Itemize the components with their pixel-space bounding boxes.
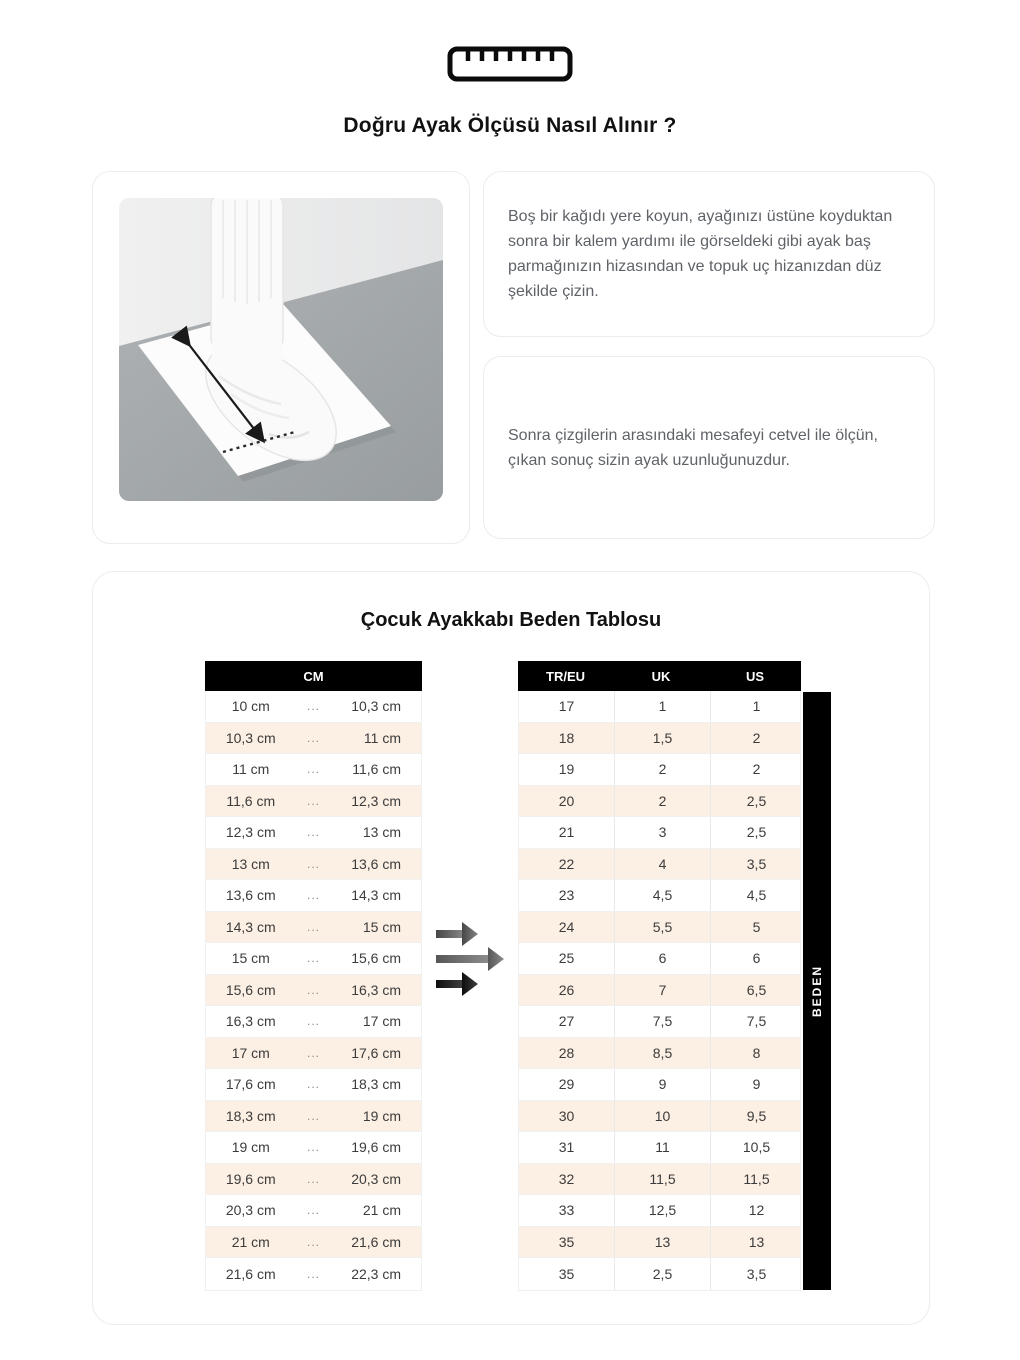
us-cell: 10,5 (710, 1132, 802, 1163)
cm-min-cell: 10 cm (231, 698, 270, 715)
cm-row (206, 1195, 421, 1227)
cm-max-cell: 22,3 cm (351, 1265, 401, 1282)
us-cell: 5 (710, 912, 802, 943)
uk-cell: 11,5 (614, 1164, 710, 1195)
size-row (519, 1195, 800, 1227)
uk-cell: 7,5 (614, 1006, 710, 1037)
cm-min-cell: 18,3 cm (225, 1107, 276, 1124)
cm-max-cell: 11,6 cm (352, 761, 401, 778)
size-table-body (518, 691, 801, 1291)
cm-max-cell: 13 cm (362, 824, 401, 841)
size-row (519, 1006, 800, 1038)
instruction-cards (483, 171, 935, 544)
us-cell: 9 (710, 1069, 802, 1100)
cm-row (206, 1101, 421, 1133)
tr-eu-cell: 29 (558, 1076, 575, 1093)
size-row (519, 880, 800, 912)
size-row (519, 691, 800, 723)
us-cell: 12 (710, 1195, 802, 1226)
uk-cell: 4 (614, 849, 710, 880)
size-row (519, 1101, 800, 1133)
uk-cell: 12,5 (614, 1195, 710, 1226)
uk-cell: 2 (614, 754, 710, 785)
us-header: US (745, 668, 765, 684)
cm-row (206, 817, 421, 849)
uk-header: UK (651, 668, 671, 684)
cm-min-cell: 13,6 cm (225, 887, 276, 904)
uk-cell: 8,5 (614, 1038, 710, 1069)
size-columns-header (518, 661, 801, 691)
howto-section (92, 171, 935, 544)
cm-dots: ... (306, 699, 320, 714)
tr-eu-cell: 19 (558, 761, 575, 778)
us-cell: 2,5 (710, 786, 802, 817)
size-chart-card (92, 571, 930, 1325)
size-row (519, 786, 800, 818)
cm-dots: ... (306, 1014, 320, 1029)
cm-row (206, 691, 421, 723)
size-row (519, 1258, 800, 1290)
us-cell: 3,5 (710, 849, 802, 880)
uk-cell: 9 (614, 1069, 710, 1100)
beden-vertical-bar (803, 692, 831, 1290)
cm-max-cell: 20,3 cm (351, 1170, 401, 1187)
cm-dots: ... (306, 825, 320, 840)
cm-min-cell: 10,3 cm (225, 729, 276, 746)
tr-eu-cell: 35 (558, 1233, 575, 1250)
tr-eu-cell: 33 (558, 1202, 575, 1219)
right-arrows-icon (436, 920, 508, 1000)
instruction-step-1: Boş bir kağıdı yere koyun, ayağınızı üstüne koyduktan sonra bir kalem yardımı ile görseldeki gibi ayak baş parmağınızın hizasından ve topuk uç hizanızdan düz şekilde çizin. (508, 208, 893, 300)
cm-max-cell: 21,6 cm (351, 1233, 401, 1250)
us-cell: 9,5 (710, 1101, 802, 1132)
cm-min-cell: 16,3 cm (225, 1013, 276, 1030)
uk-cell: 4,5 (614, 880, 710, 911)
uk-cell: 2 (614, 786, 710, 817)
cm-dots: ... (306, 730, 320, 745)
cm-min-cell: 19,6 cm (225, 1170, 276, 1187)
tr-eu-cell: 31 (558, 1139, 575, 1156)
cm-max-cell: 15,6 cm (351, 950, 401, 967)
cm-dots: ... (306, 1140, 320, 1155)
tr-eu-cell: 17 (558, 698, 575, 715)
tr-eu-cell: 30 (558, 1107, 575, 1124)
us-cell: 11,5 (710, 1164, 802, 1195)
cm-max-cell: 17 cm (362, 1013, 401, 1030)
tr-eu-cell: 27 (558, 1013, 575, 1030)
uk-cell: 3 (614, 817, 710, 848)
size-row (519, 943, 800, 975)
cm-max-cell: 21 cm (362, 1202, 401, 1219)
tr-eu-cell: 22 (558, 855, 575, 872)
cm-max-cell: 18,3 cm (351, 1076, 401, 1093)
size-row (519, 1132, 800, 1164)
tr-eu-cell: 24 (558, 918, 575, 935)
cm-min-cell: 11,6 cm (226, 792, 276, 809)
cm-row (206, 786, 421, 818)
cm-row (206, 1258, 421, 1290)
cm-dots: ... (306, 919, 320, 934)
cm-row (206, 1132, 421, 1164)
us-cell: 6 (710, 943, 802, 974)
cm-max-cell: 13,6 cm (351, 855, 401, 872)
instruction-card-2 (483, 356, 935, 539)
cm-min-cell: 11 cm (232, 761, 270, 778)
ruler-icon-wrap (0, 0, 1020, 82)
cm-min-cell: 17,6 cm (225, 1076, 276, 1093)
ruler-icon (447, 46, 573, 82)
cm-dots: ... (306, 1203, 320, 1218)
cm-row (206, 1038, 421, 1070)
cm-row (206, 1164, 421, 1196)
uk-cell: 1,5 (614, 723, 710, 754)
tr-eu-cell: 23 (558, 887, 575, 904)
cm-row (206, 723, 421, 755)
cm-row (206, 943, 421, 975)
uk-cell: 2,5 (614, 1258, 710, 1290)
instruction-step-2: Sonra çizgilerin arasındaki mesafeyi cetvel ile ölçün, çıkan sonuç sizin ayak uzunluğunuzdur. (508, 426, 878, 469)
tr-eu-cell: 28 (558, 1044, 575, 1061)
cm-max-cell: 17,6 cm (351, 1044, 401, 1061)
tr-eu-cell: 20 (558, 792, 575, 809)
us-cell: 2,5 (710, 817, 802, 848)
cm-min-cell: 15 cm (231, 950, 270, 967)
mapping-arrows (436, 920, 508, 1005)
cm-max-cell: 15 cm (362, 918, 401, 935)
cm-min-cell: 19 cm (231, 1139, 270, 1156)
us-cell: 1 (710, 691, 802, 722)
cm-dots: ... (306, 1266, 320, 1281)
tr-eu-cell: 26 (558, 981, 575, 998)
cm-dots: ... (306, 1171, 320, 1186)
cm-dots: ... (306, 888, 320, 903)
cm-row (206, 754, 421, 786)
us-cell: 4,5 (710, 880, 802, 911)
size-row (519, 817, 800, 849)
us-cell: 8 (710, 1038, 802, 1069)
cm-dots: ... (306, 1077, 320, 1092)
cm-row (206, 1227, 421, 1259)
size-row (519, 849, 800, 881)
cm-dots: ... (306, 793, 320, 808)
cm-row (206, 975, 421, 1007)
cm-min-cell: 13 cm (231, 855, 270, 872)
size-row (519, 1164, 800, 1196)
cm-row (206, 912, 421, 944)
foot-photo-card (92, 171, 470, 544)
cm-dots: ... (306, 1234, 320, 1249)
size-chart-title: Çocuk Ayakkabı Beden Tablosu (360, 609, 662, 631)
cm-column-header: CM (205, 661, 422, 691)
cm-row (206, 1006, 421, 1038)
cm-row (206, 849, 421, 881)
cm-dots: ... (306, 951, 320, 966)
uk-cell: 1 (614, 691, 710, 722)
us-cell: 6,5 (710, 975, 802, 1006)
cm-dots: ... (306, 856, 320, 871)
cm-max-cell: 11 cm (363, 729, 401, 746)
size-row (519, 912, 800, 944)
cm-max-cell: 14,3 cm (351, 887, 401, 904)
tr-eu-cell: 18 (558, 729, 575, 746)
size-row (519, 1038, 800, 1070)
cm-row (206, 880, 421, 912)
cm-max-cell: 19 cm (362, 1107, 401, 1124)
us-cell: 2 (710, 723, 802, 754)
cm-min-cell: 21 cm (231, 1233, 270, 1250)
cm-min-cell: 15,6 cm (225, 981, 276, 998)
us-cell: 7,5 (710, 1006, 802, 1037)
cm-max-cell: 10,3 cm (351, 698, 401, 715)
cm-row (206, 1069, 421, 1101)
uk-cell: 7 (614, 975, 710, 1006)
size-row (519, 1069, 800, 1101)
uk-cell: 10 (614, 1101, 710, 1132)
cm-min-cell: 12,3 cm (225, 824, 276, 841)
tr-eu-cell: 21 (558, 824, 575, 841)
cm-dots: ... (306, 1108, 320, 1123)
size-row (519, 754, 800, 786)
cm-table-body (205, 691, 422, 1291)
tr-eu-header: TR/EU (546, 668, 585, 684)
cm-min-cell: 14,3 cm (225, 918, 276, 935)
instruction-card-1 (483, 171, 935, 337)
cm-max-cell: 19,6 cm (351, 1139, 401, 1156)
cm-max-cell: 16,3 cm (351, 981, 401, 998)
cm-dots: ... (306, 982, 320, 997)
page-title: Doğru Ayak Ölçüsü Nasıl Alınır ? (343, 114, 677, 137)
cm-max-cell: 12,3 cm (351, 792, 401, 809)
uk-cell: 5,5 (614, 912, 710, 943)
cm-min-cell: 17 cm (231, 1044, 270, 1061)
us-cell: 3,5 (710, 1258, 802, 1290)
foot-measurement-image (119, 198, 443, 501)
cm-dots: ... (306, 1045, 320, 1060)
size-row (519, 975, 800, 1007)
cm-dots: ... (306, 762, 320, 777)
size-row (519, 1227, 800, 1259)
beden-label: BEDEN (810, 964, 824, 1017)
cm-min-cell: 20,3 cm (225, 1202, 276, 1219)
tr-eu-cell: 25 (558, 950, 575, 967)
uk-cell: 13 (614, 1227, 710, 1258)
foot-on-paper-illustration (119, 198, 443, 501)
size-row (519, 723, 800, 755)
us-cell: 13 (710, 1227, 802, 1258)
tr-eu-cell: 32 (558, 1170, 575, 1187)
tr-eu-cell: 35 (558, 1265, 575, 1282)
cm-min-cell: 21,6 cm (225, 1265, 276, 1282)
uk-cell: 11 (614, 1132, 710, 1163)
us-cell: 2 (710, 754, 802, 785)
uk-cell: 6 (614, 943, 710, 974)
